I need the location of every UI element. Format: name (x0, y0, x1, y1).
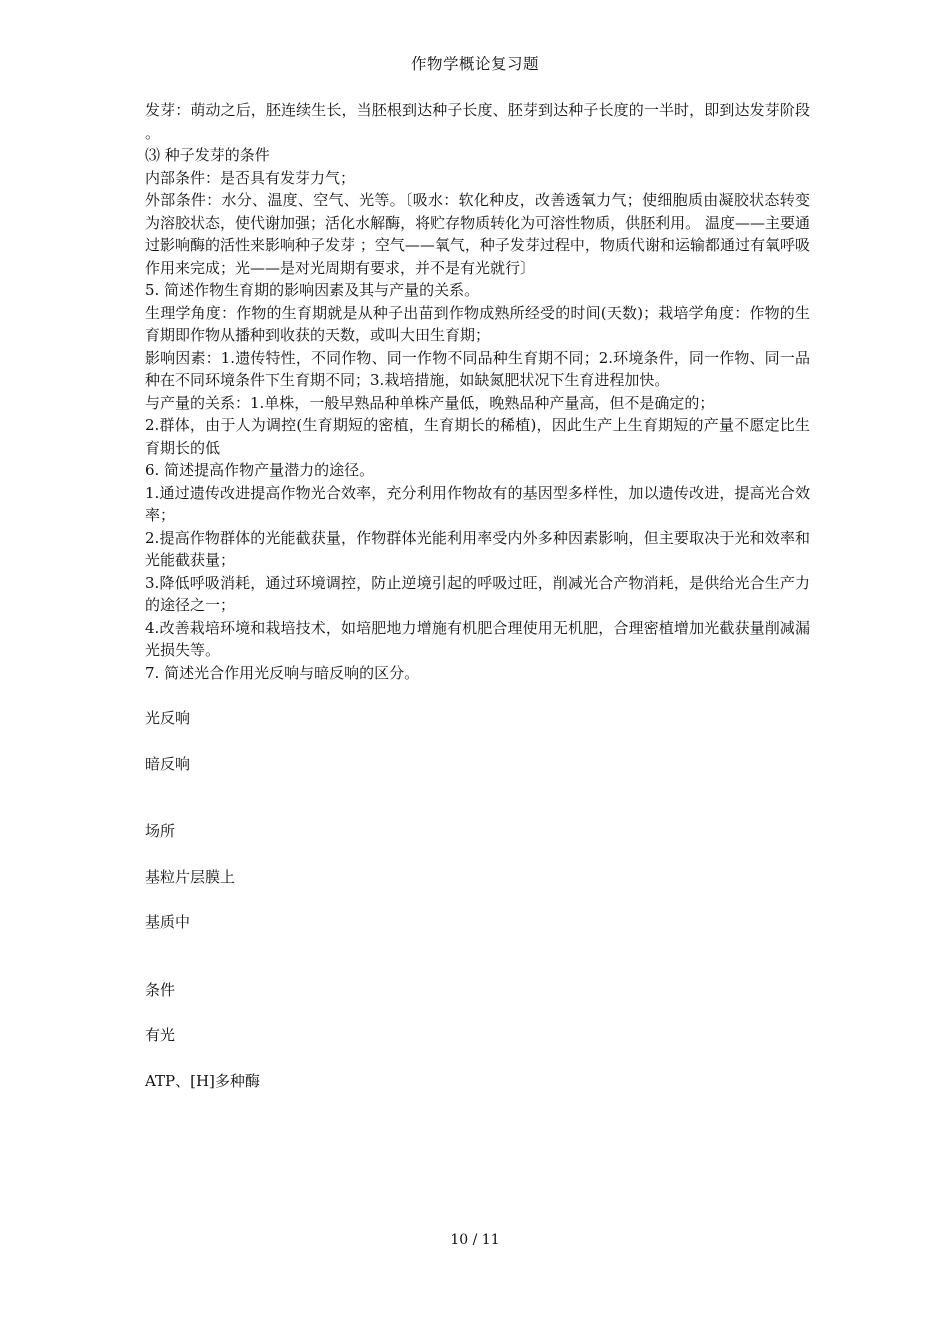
table-cell-thylakoid: 基粒片层膜上 (145, 867, 236, 886)
paragraph-growth-period-definition: 生理学角度：作物的生育期就是从种子出苗到作物成熟所经受的时间(天数)；栽培学角度：作物的生育期即作物从播种到收获的天数，或叫大田生育期； (145, 303, 810, 344)
table-cell-atp-enzymes: ATP、[H]多种酶 (145, 1071, 260, 1090)
paragraph-yield-relation-group: 2.群体，由于人为调控(生育期短的密植，生育期长的稀植)，因此生产上生育期短的产量不愿定比生育期长的低 (145, 416, 810, 457)
list-item-3: 3.降低呼吸消耗，通过环境调控，防止逆境引起的呼吸过旺，削减光合产物消耗，是供给光合生产力的途径之一； (145, 573, 810, 614)
question-6: 6. 简述提高作物产量潜力的途径。 (145, 461, 375, 479)
table-cell-light-reaction: 光反响 (145, 709, 191, 727)
paragraph-germination: 发芽：萌动之后，胚连续生长，当胚根到达种子长度、胚芽到达种子长度的一半时，即到达发芽阶段 。 (145, 101, 810, 142)
question-5: 5. 简述作物生育期的影响因素及其与产量的关系。 (145, 281, 480, 299)
paragraph-influencing-factors: 影响因素：1.遗传特性，不同作物、同一作物不同品种生育期不同；2.环境条件，同一作物、同一品种在不同环境条件下生育期不同；3.栽培措施，如缺氮肥状况下生育进程加快。 (145, 348, 810, 389)
paragraph-internal-conditions: 内部条件：是否具有发芽力气； (145, 168, 356, 187)
table-cell-condition: 条件 (145, 980, 176, 999)
document-body (145, 99, 810, 1092)
table-cell-stroma: 基质中 (145, 913, 191, 931)
paragraph-external-conditions: 外部条件：水分、温度、空气、光等。〔吸水：软化种皮，改善透氧力气；使细胞质由凝胶状态转变为溶胶状态，使代谢加强；活化水解酶，将贮存物质转化为可溶性物质，供胚利用。 温度——主要通过影响酶的活性来影响种子发芽 ；空气——氧气，种子发芽过程中，物质代谢和运输都通过有氧呼吸作用来完成；光——是对光周期有要求，并不是有光就行〕 (145, 191, 810, 277)
table-cell-dark-reaction: 暗反响 (145, 754, 191, 773)
page-header: 作物学概论复习题 (410, 55, 539, 73)
table-cell-location: 场所 (145, 822, 176, 840)
page-number: 10 / 11 (450, 1232, 500, 1248)
list-item-2: 2.提高作物群体的光能截获量，作物群体光能利用率受内外多种因素影响，但主要取决于光和效率和光能截获量； (145, 528, 810, 569)
question-7: 7. 简述光合作用光反响与暗反响的区分。 (145, 663, 420, 682)
heading-germination-conditions: ⑶ 种子发芽的条件 (145, 146, 270, 164)
list-item-4: 4.改善栽培环境和栽培技术，如培肥地力增施有机肥合理使用无机肥，合理密植增加光截获量削减漏光损失等。 (145, 618, 810, 659)
paragraph-yield-relation-single: 与产量的关系：1.单株，一般早熟品种单株产量低，晚熟品种产量高，但不是确定的； (145, 393, 715, 412)
table-cell-light: 有光 (145, 1026, 176, 1044)
list-item-1: 1.通过遗传改进提高作物光合效率，充分利用作物故有的基因型多样性，加以遗传改进，提高光合效率； (145, 483, 810, 524)
